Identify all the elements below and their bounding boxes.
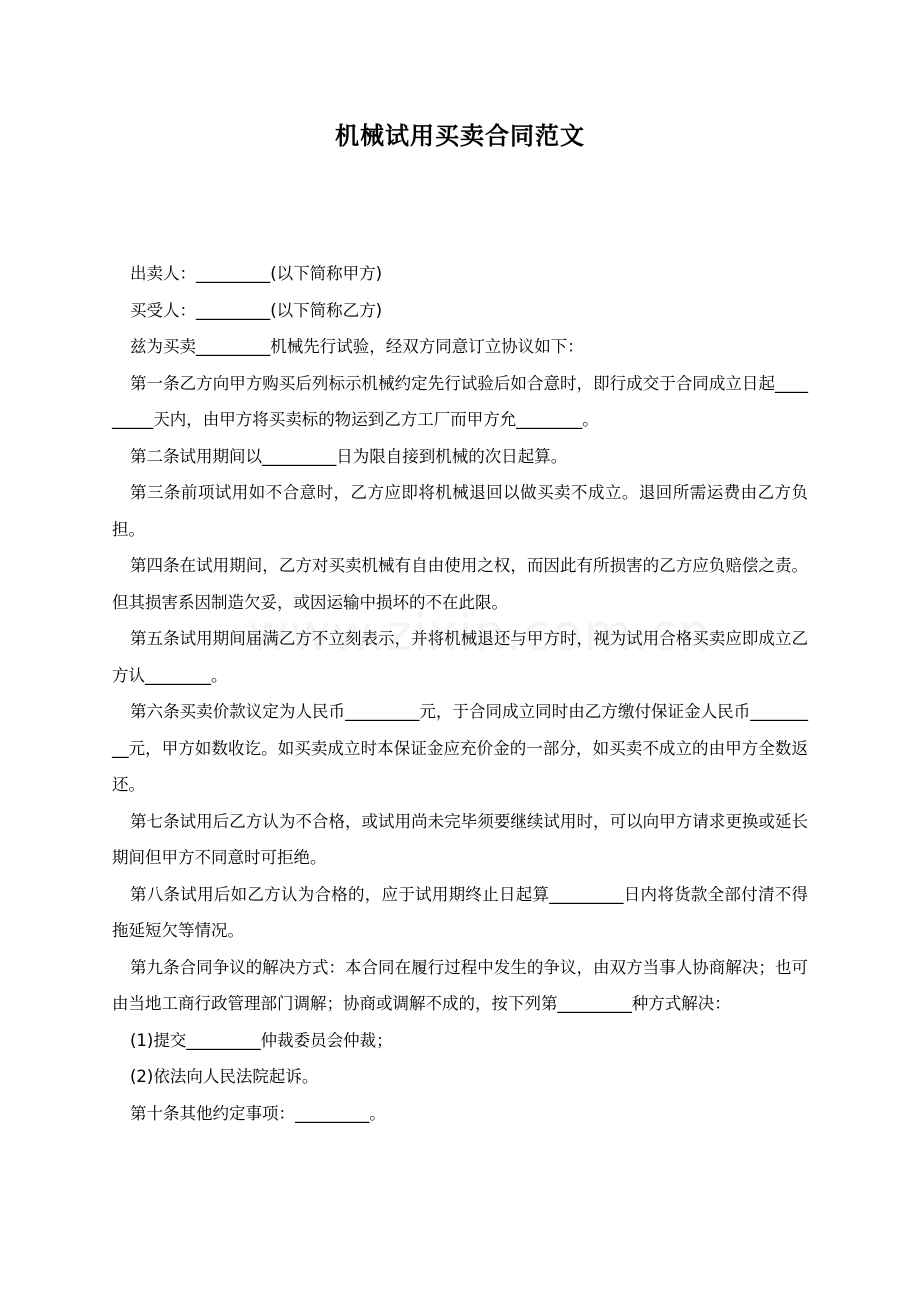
article-9: 第九条合同争议的解决方式：本合同在履行过程中发生的争议，由双方当事人协商解决；也可由当地工商行政管理部门调解；协商或调解不成的，按下列第_________种方式解决： xyxy=(112,957,808,1013)
buyer-line: 买受人：_________(以下简称乙方) xyxy=(130,300,383,320)
contract-body xyxy=(112,256,808,1132)
document-title: 机械试用买卖合同范文 xyxy=(335,122,585,150)
article-5: 第五条试用期间届满乙方不立刻表示，并将机械退还与甲方时，视为试用合格买卖应即成立乙方认________。 xyxy=(112,629,808,685)
article-2: 第二条试用期间以_________日为限自接到机械的次日起算。 xyxy=(130,446,568,466)
preamble: 兹为买卖_________机械先行试验，经双方同意订立协议如下： xyxy=(130,337,584,356)
dispute-option-1: (1)提交_________仲裁委员会仲裁； xyxy=(130,1030,393,1050)
article-4: 第四条在试用期间，乙方对买卖机械有自由使用之权，而因此有所损害的乙方应负赔偿之责。但其损害系因制造欠妥，或因运输中损坏的不在此限。 xyxy=(112,556,808,612)
article-3: 第三条前项试用如不合意时，乙方应即将机械退回以做买卖不成立。退回所需运费由乙方负担。 xyxy=(112,483,808,539)
article-10: 第十条其他约定事项：_________。 xyxy=(130,1103,386,1123)
article-8: 第八条试用后如乙方认为合格的，应于试用期终止日起算_________日内将货款全部付清不得拖延短欠等情况。 xyxy=(112,884,808,940)
article-6: 第六条买卖价款议定为人民币_________元，于合同成立同时由乙方缴付保证金人民币_________元，甲方如数收讫。如买卖成立时本保证金应充价金的一部分，如买卖不成立的由甲方全数返还。 xyxy=(112,702,808,794)
seller-line: 出卖人：_________(以下简称甲方) xyxy=(130,264,383,283)
article-1: 第一条乙方向甲方购买后列标示机械约定先行试验后如合意时，即行成交于合同成立日起_________天内，由甲方将买卖标的物运到乙方工厂而甲方允________。 xyxy=(112,373,808,429)
article-7: 第七条试用后乙方认为不合格，或试用尚未完毕须要继续试用时，可以向甲方请求更换或延长期间但甲方不同意时可拒绝。 xyxy=(112,811,808,867)
dispute-option-2: (2)依法向人民法院起诉。 xyxy=(130,1067,319,1086)
